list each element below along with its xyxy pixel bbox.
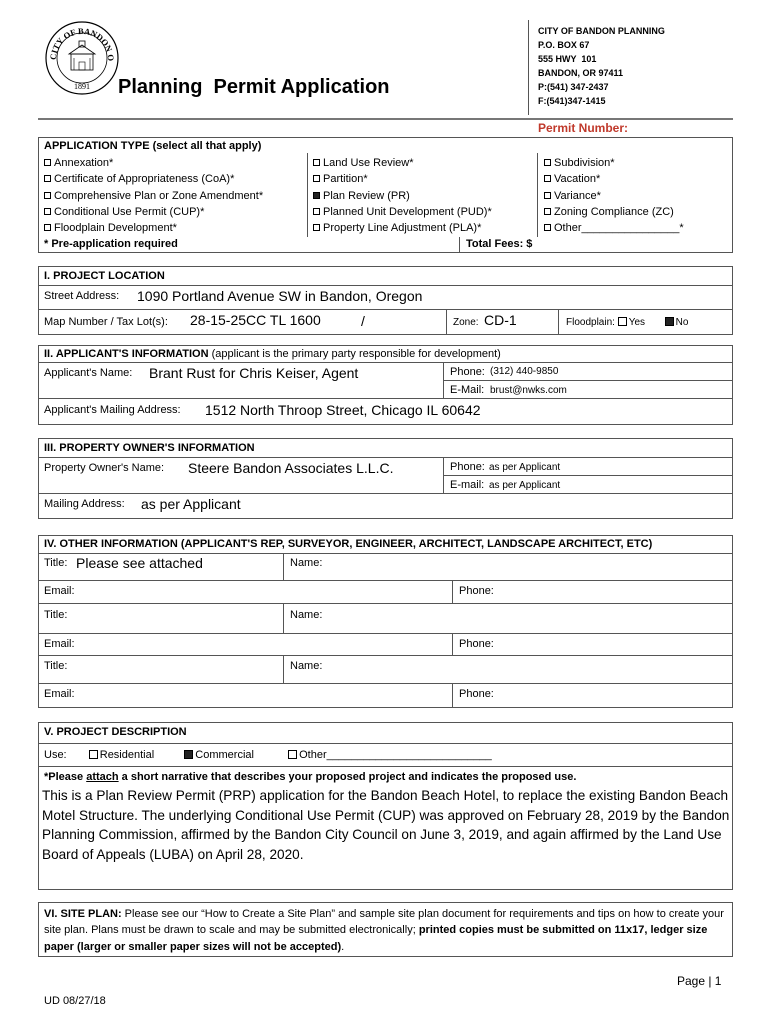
cell-divider — [283, 655, 284, 683]
instr-text: *Please — [44, 771, 87, 783]
cell-divider — [452, 580, 453, 603]
option-label: Variance* — [554, 189, 601, 202]
project-narrative[interactable]: This is a Plan Review Permit (PRP) application for the Bandon Beach Hotel, to replace the existing Bandon Beach Motel Structure. The underlying Conditional Use Permit (CUP) was approved on February 28, 2019 by the Bandon Planning Commission, affirmed by the Bandon City Council on June 3, 2019, and again affirmed by the Land Use Board of Appeals (LUBA) on April 28, 2020. — [42, 788, 730, 862]
owner-email-value[interactable]: as per Applicant — [489, 480, 561, 491]
row-line — [443, 475, 733, 476]
checkbox[interactable] — [44, 159, 51, 166]
row-line — [38, 553, 733, 554]
narrative-instructions — [44, 771, 576, 783]
applicant-name-label: Applicant's Name: — [44, 367, 133, 379]
section-heading: I. PROJECT LOCATION — [44, 270, 165, 282]
office-line: BANDON, OR 97411 — [538, 68, 624, 78]
rep-phone-label: Phone: — [459, 638, 494, 650]
cell-divider — [283, 553, 284, 580]
zone-value[interactable]: CD-1 — [484, 312, 517, 328]
rep-title-label: Title: — [44, 609, 68, 621]
app-type-option[interactable] — [313, 220, 492, 236]
office-line: CITY OF BANDON PLANNING — [538, 26, 665, 36]
office-line: P.O. BOX 67 — [538, 40, 590, 50]
checkbox[interactable] — [544, 208, 551, 215]
row-line — [38, 633, 733, 634]
owner-name-label: Property Owner's Name: — [44, 462, 165, 474]
svg-text:CITY OF BANDON OREGON: CITY OF BANDON O — [47, 25, 117, 62]
section-heading: IV. OTHER INFORMATION (APPLICANT'S REP, SURVEYOR, ENGINEER, ARCHITECT, LANDSCAPE ARCHITECT, ETC) — [44, 538, 653, 550]
applicant-mailing-value[interactable]: 1512 North Throop Street, Chicago IL 60642 — [205, 402, 481, 418]
section-heading — [44, 348, 501, 360]
option-label: Plan Review (PR) — [323, 189, 410, 202]
app-type-option[interactable] — [44, 220, 263, 236]
row-line — [38, 655, 733, 656]
option-label: Comprehensive Plan or Zone Amendment* — [54, 189, 264, 202]
row-line — [38, 743, 733, 744]
instr-text: a short narrative that describes your proposed project and indicates the proposed use. — [118, 771, 577, 783]
row-line — [38, 285, 733, 286]
option-label: Floodplain Development* — [54, 222, 177, 235]
map-number-label: Map Number / Tax Lot(s): — [44, 316, 168, 328]
yes-label: Yes — [628, 317, 646, 328]
checkbox[interactable] — [44, 192, 51, 199]
app-type-col-3 — [544, 155, 684, 236]
row-line — [38, 683, 733, 684]
app-type-option[interactable] — [313, 155, 492, 171]
permit-number-label: Permit Number: — [538, 121, 629, 135]
checkbox[interactable] — [44, 224, 51, 231]
option-label: Property Line Adjustment (PLA)* — [323, 222, 482, 235]
office-line: P:(541) 347-2437 — [538, 82, 609, 92]
app-type-option[interactable] — [313, 188, 492, 204]
option-label: Conditional Use Permit (CUP)* — [54, 205, 205, 218]
site-plan-period: . — [341, 940, 345, 953]
no-label: No — [675, 317, 689, 328]
checkbox[interactable] — [544, 159, 551, 166]
use-label: Use: — [44, 749, 67, 761]
rep-title-label: Title: — [44, 557, 68, 569]
row-line — [443, 380, 733, 381]
site-plan-paper-requirement: printed copies must be submitted on 11x17, ledger size paper (larger or smaller paper sizes will not be accepted) — [44, 924, 708, 953]
applicant-mailing-label: Applicant's Mailing Address: — [44, 404, 181, 416]
floodplain-yes-checkbox[interactable] — [618, 317, 627, 326]
attach-link: attach — [86, 771, 119, 783]
section-heading: VI. SITE PLAN: — [44, 908, 122, 920]
city-seal — [44, 20, 120, 96]
checkbox[interactable] — [544, 224, 551, 231]
option-label: Zoning Compliance (ZC) — [554, 205, 674, 218]
applicant-email-label: E-Mail: — [450, 384, 485, 396]
option-label: Planned Unit Development (PUD)* — [323, 205, 492, 218]
app-type-col-1 — [44, 155, 263, 236]
checkbox[interactable] — [313, 208, 320, 215]
site-plan-text — [44, 906, 729, 955]
row-line — [38, 603, 733, 604]
rep-email-label: Email: — [44, 688, 75, 700]
heading-note: (applicant is the primary party responsible for development) — [211, 348, 501, 360]
app-type-option[interactable] — [313, 204, 492, 220]
residential-label: Residential — [99, 749, 155, 761]
floodplain-field — [566, 317, 688, 328]
map-number-value[interactable]: 28-15-25CC TL 1600 — [190, 312, 321, 328]
section-heading: III. PROPERTY OWNER'S INFORMATION — [44, 442, 255, 454]
fees-divider — [459, 237, 460, 253]
rep-title-value[interactable]: Please see attached — [76, 555, 203, 571]
street-address-label: Street Address: — [44, 290, 120, 302]
office-address — [538, 24, 665, 108]
app-type-option[interactable] — [44, 155, 263, 171]
checkbox[interactable] — [44, 175, 51, 182]
row-line — [38, 362, 733, 363]
heading-text: II. APPLICANT'S INFORMATION — [44, 348, 209, 360]
app-type-option[interactable] — [544, 220, 684, 236]
checkbox[interactable] — [313, 175, 320, 182]
rep-phone-label: Phone: — [459, 585, 494, 597]
checkbox[interactable] — [313, 159, 320, 166]
applicant-name-value[interactable]: Brant Rust for Chris Keiser, Agent — [149, 365, 359, 381]
app-type-option[interactable] — [44, 188, 263, 204]
checkbox[interactable] — [544, 175, 551, 182]
commercial-checkbox[interactable] — [184, 750, 193, 759]
checkbox[interactable] — [544, 192, 551, 199]
app-col-divider — [307, 153, 308, 237]
rep-email-label: Email: — [44, 585, 75, 597]
checkbox[interactable] — [44, 208, 51, 215]
row-line — [38, 457, 733, 458]
zone-label: Zone: — [453, 317, 479, 328]
pre-application-note: * Pre-application required — [44, 238, 178, 250]
option-label: Land Use Review* — [323, 157, 414, 169]
row-line — [38, 398, 733, 399]
row-line — [38, 309, 733, 310]
checkbox[interactable] — [313, 224, 320, 231]
owner-phone-value[interactable]: as per Applicant — [489, 462, 561, 473]
option-label: Certificate of Appropriateness (CoA)* — [54, 173, 235, 186]
total-fees-label: Total Fees: $ — [466, 238, 533, 250]
cell-divider — [452, 683, 453, 708]
rep-email-label: Email: — [44, 638, 75, 650]
page-title: Planning Permit Application — [118, 76, 390, 98]
other-use-label: Other___________________________ — [299, 749, 492, 761]
owner-mailing-label: Mailing Address: — [44, 498, 125, 510]
app-type-option[interactable] — [544, 188, 684, 204]
row-line — [38, 493, 733, 494]
owner-name-value[interactable]: Steere Bandon Associates L.L.C. — [188, 460, 394, 476]
page-number: Page | 1 — [677, 974, 722, 988]
tax-lot-slash: / — [361, 313, 365, 329]
applicant-phone-value[interactable]: (312) 440-9850 — [490, 366, 559, 377]
app-type-option[interactable] — [313, 171, 492, 187]
other-use-checkbox[interactable] — [288, 750, 297, 759]
owner-phone-label: Phone: — [450, 461, 485, 473]
svg-text:1891: 1891 — [74, 82, 90, 91]
owner-mailing-value[interactable]: as per Applicant — [141, 496, 241, 512]
app-type-option[interactable] — [44, 171, 263, 187]
row-line — [38, 580, 733, 581]
floodplain-label: Floodplain: — [566, 317, 615, 328]
cell-divider — [452, 633, 453, 655]
app-type-option[interactable] — [544, 155, 684, 171]
applicant-email-value[interactable]: brust@nwks.com — [490, 385, 567, 396]
floodplain-no-checkbox[interactable] — [665, 317, 674, 326]
street-address-value[interactable]: 1090 Portland Avenue SW in Bandon, Oregon — [137, 288, 423, 304]
rep-name-label: Name: — [290, 660, 323, 672]
applicant-phone-label: Phone: — [450, 366, 485, 378]
cell-divider — [283, 603, 284, 633]
row-line — [38, 766, 733, 767]
option-label: Other________________* — [554, 222, 684, 235]
rep-name-label: Name: — [290, 557, 323, 569]
app-type-option[interactable] — [544, 204, 684, 220]
rep-name-label: Name: — [290, 609, 323, 621]
app-col-divider — [537, 153, 538, 237]
office-line: 555 HWY 101 — [538, 54, 597, 64]
owner-email-label: E-mail: — [450, 479, 485, 491]
app-type-option[interactable] — [544, 171, 684, 187]
option-label: Partition* — [323, 173, 368, 186]
checkbox-checked[interactable] — [313, 192, 320, 199]
use-field — [44, 749, 492, 761]
office-line: F:(541)347-1415 — [538, 96, 606, 106]
app-type-option[interactable] — [44, 204, 263, 220]
option-label: Subdivision* — [554, 157, 615, 169]
cell-divider — [446, 309, 447, 335]
commercial-label: Commercial — [195, 749, 254, 761]
residential-checkbox[interactable] — [89, 750, 98, 759]
form-version: UD 08/27/18 — [44, 995, 106, 1007]
header-rule — [38, 118, 733, 120]
rep-phone-label: Phone: — [459, 688, 494, 700]
app-type-col-2 — [313, 155, 492, 236]
office-divider — [528, 20, 529, 115]
section-heading: V. PROJECT DESCRIPTION — [44, 726, 187, 738]
option-label: Annexation* — [54, 157, 114, 169]
site-plan-instructions: Please see our “How to Create a Site Plan” and sample site plan document for requirements and tips on how to create your site plan. Plans must be drawn to scale and may be submitted electronically; — [44, 908, 724, 937]
application-type-heading: APPLICATION TYPE (select all that apply) — [44, 140, 262, 152]
rep-title-label: Title: — [44, 660, 68, 672]
cell-divider — [558, 309, 559, 335]
option-label: Vacation* — [554, 173, 601, 186]
